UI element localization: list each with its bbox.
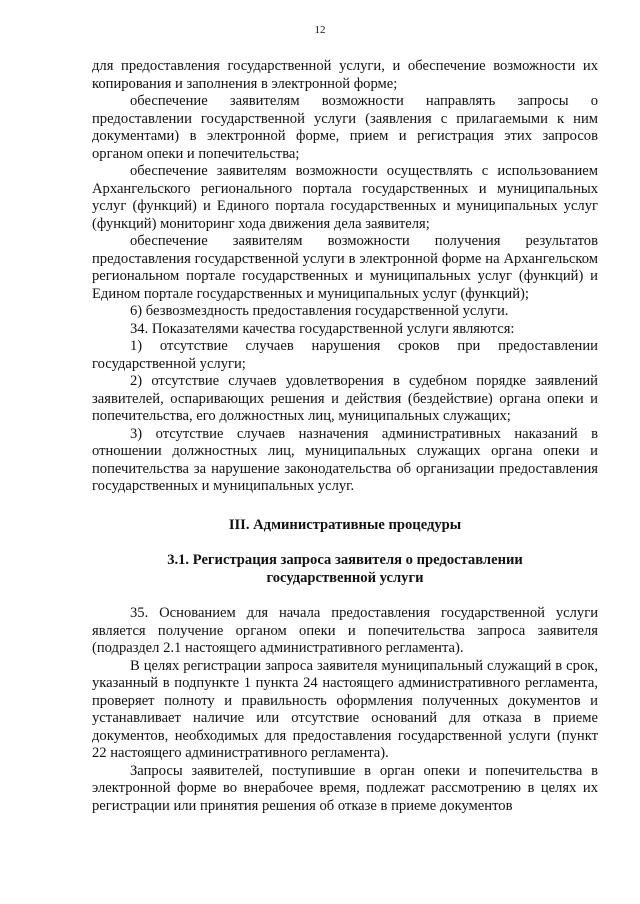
paragraph: обеспечение заявителям возможности осуществлять с использованием Архангельского регионального портала государственных и муниципальных услуг (функций) и Единого портала государственных и муниципальных услуг (функций) мониторинг хода движения дела заявителя; bbox=[92, 163, 598, 232]
paragraph: 1) отсутствие случаев нарушения сроков при предоставлении государственной услуги; bbox=[92, 338, 598, 372]
paragraph: В целях регистрации запроса заявителя муниципальный служащий в срок, указанный в подпункте 1 пункта 24 настоящего административного регламента, проверяет полноту и правильность оформления полученных документов и устанавливает наличие или отсутствие оснований для отказа в приеме документов, необходимых для предоставления государственной услуги (пункт 22 настоящего административного регламента). bbox=[92, 657, 598, 761]
paragraph: 3) отсутствие случаев назначения административных наказаний в отношении должностных лиц, муниципальных служащих органа опеки и попечительства за нарушение законодательства об организации предоставления государственных и муниципальных услуг. bbox=[92, 425, 598, 494]
document-body bbox=[92, 58, 598, 815]
paragraph: 2) отсутствие случаев удовлетворения в судебном порядке заявлений заявителей, оспаривающих решения и действия (бездействие) органа опеки и попечительства, его должностных лиц, муниципальных служащих; bbox=[92, 373, 598, 424]
spacer bbox=[92, 534, 598, 552]
paragraph: 6) безвозмездность предоставления государственной услуги. bbox=[130, 303, 509, 319]
paragraph: 34. Показателями качества государственной услуги являются: bbox=[130, 320, 515, 337]
page-number: 12 bbox=[314, 24, 326, 36]
paragraph-continuation: для предоставления государственной услуги, и обеспечение возможности их копирования и заполнения в электронной форме; bbox=[92, 58, 598, 92]
subsection-heading-line2: государственной услуги bbox=[266, 569, 424, 586]
subsection-heading-line1: 3.1. Регистрация запроса заявителя о предоставлении bbox=[167, 552, 523, 568]
paragraph: Запросы заявителей, поступившие в орган опеки и попечительства в электронной форме во внерабочее время, подлежат рассмотрению в целях их регистрации или принятия решения об отказе в приеме документов bbox=[92, 762, 598, 814]
spacer bbox=[92, 587, 598, 605]
spacer bbox=[92, 496, 598, 517]
paragraph: обеспечение заявителям возможности направлять запросы о предоставлении государственной услуги (заявления с прилагаемыми к ним документами) в электронной форме, прием и регистрация этих запросов органом опеки и попечительства; bbox=[92, 93, 598, 162]
paragraph: обеспечение заявителям возможности получения результатов предоставления государственной услуги в электронной форме на Архангельском региональном портале государственных и муниципальных услуг (функций) и Едином портале государственных и муниципальных услуг (функций); bbox=[92, 233, 598, 302]
paragraph: 35. Основанием для начала предоставления государственной услуги является получение органом опеки и попечительства запроса заявителя (подраздел 2.1 настоящего административного регламента). bbox=[92, 605, 598, 656]
section-heading: III. Административные процедуры bbox=[228, 516, 462, 533]
